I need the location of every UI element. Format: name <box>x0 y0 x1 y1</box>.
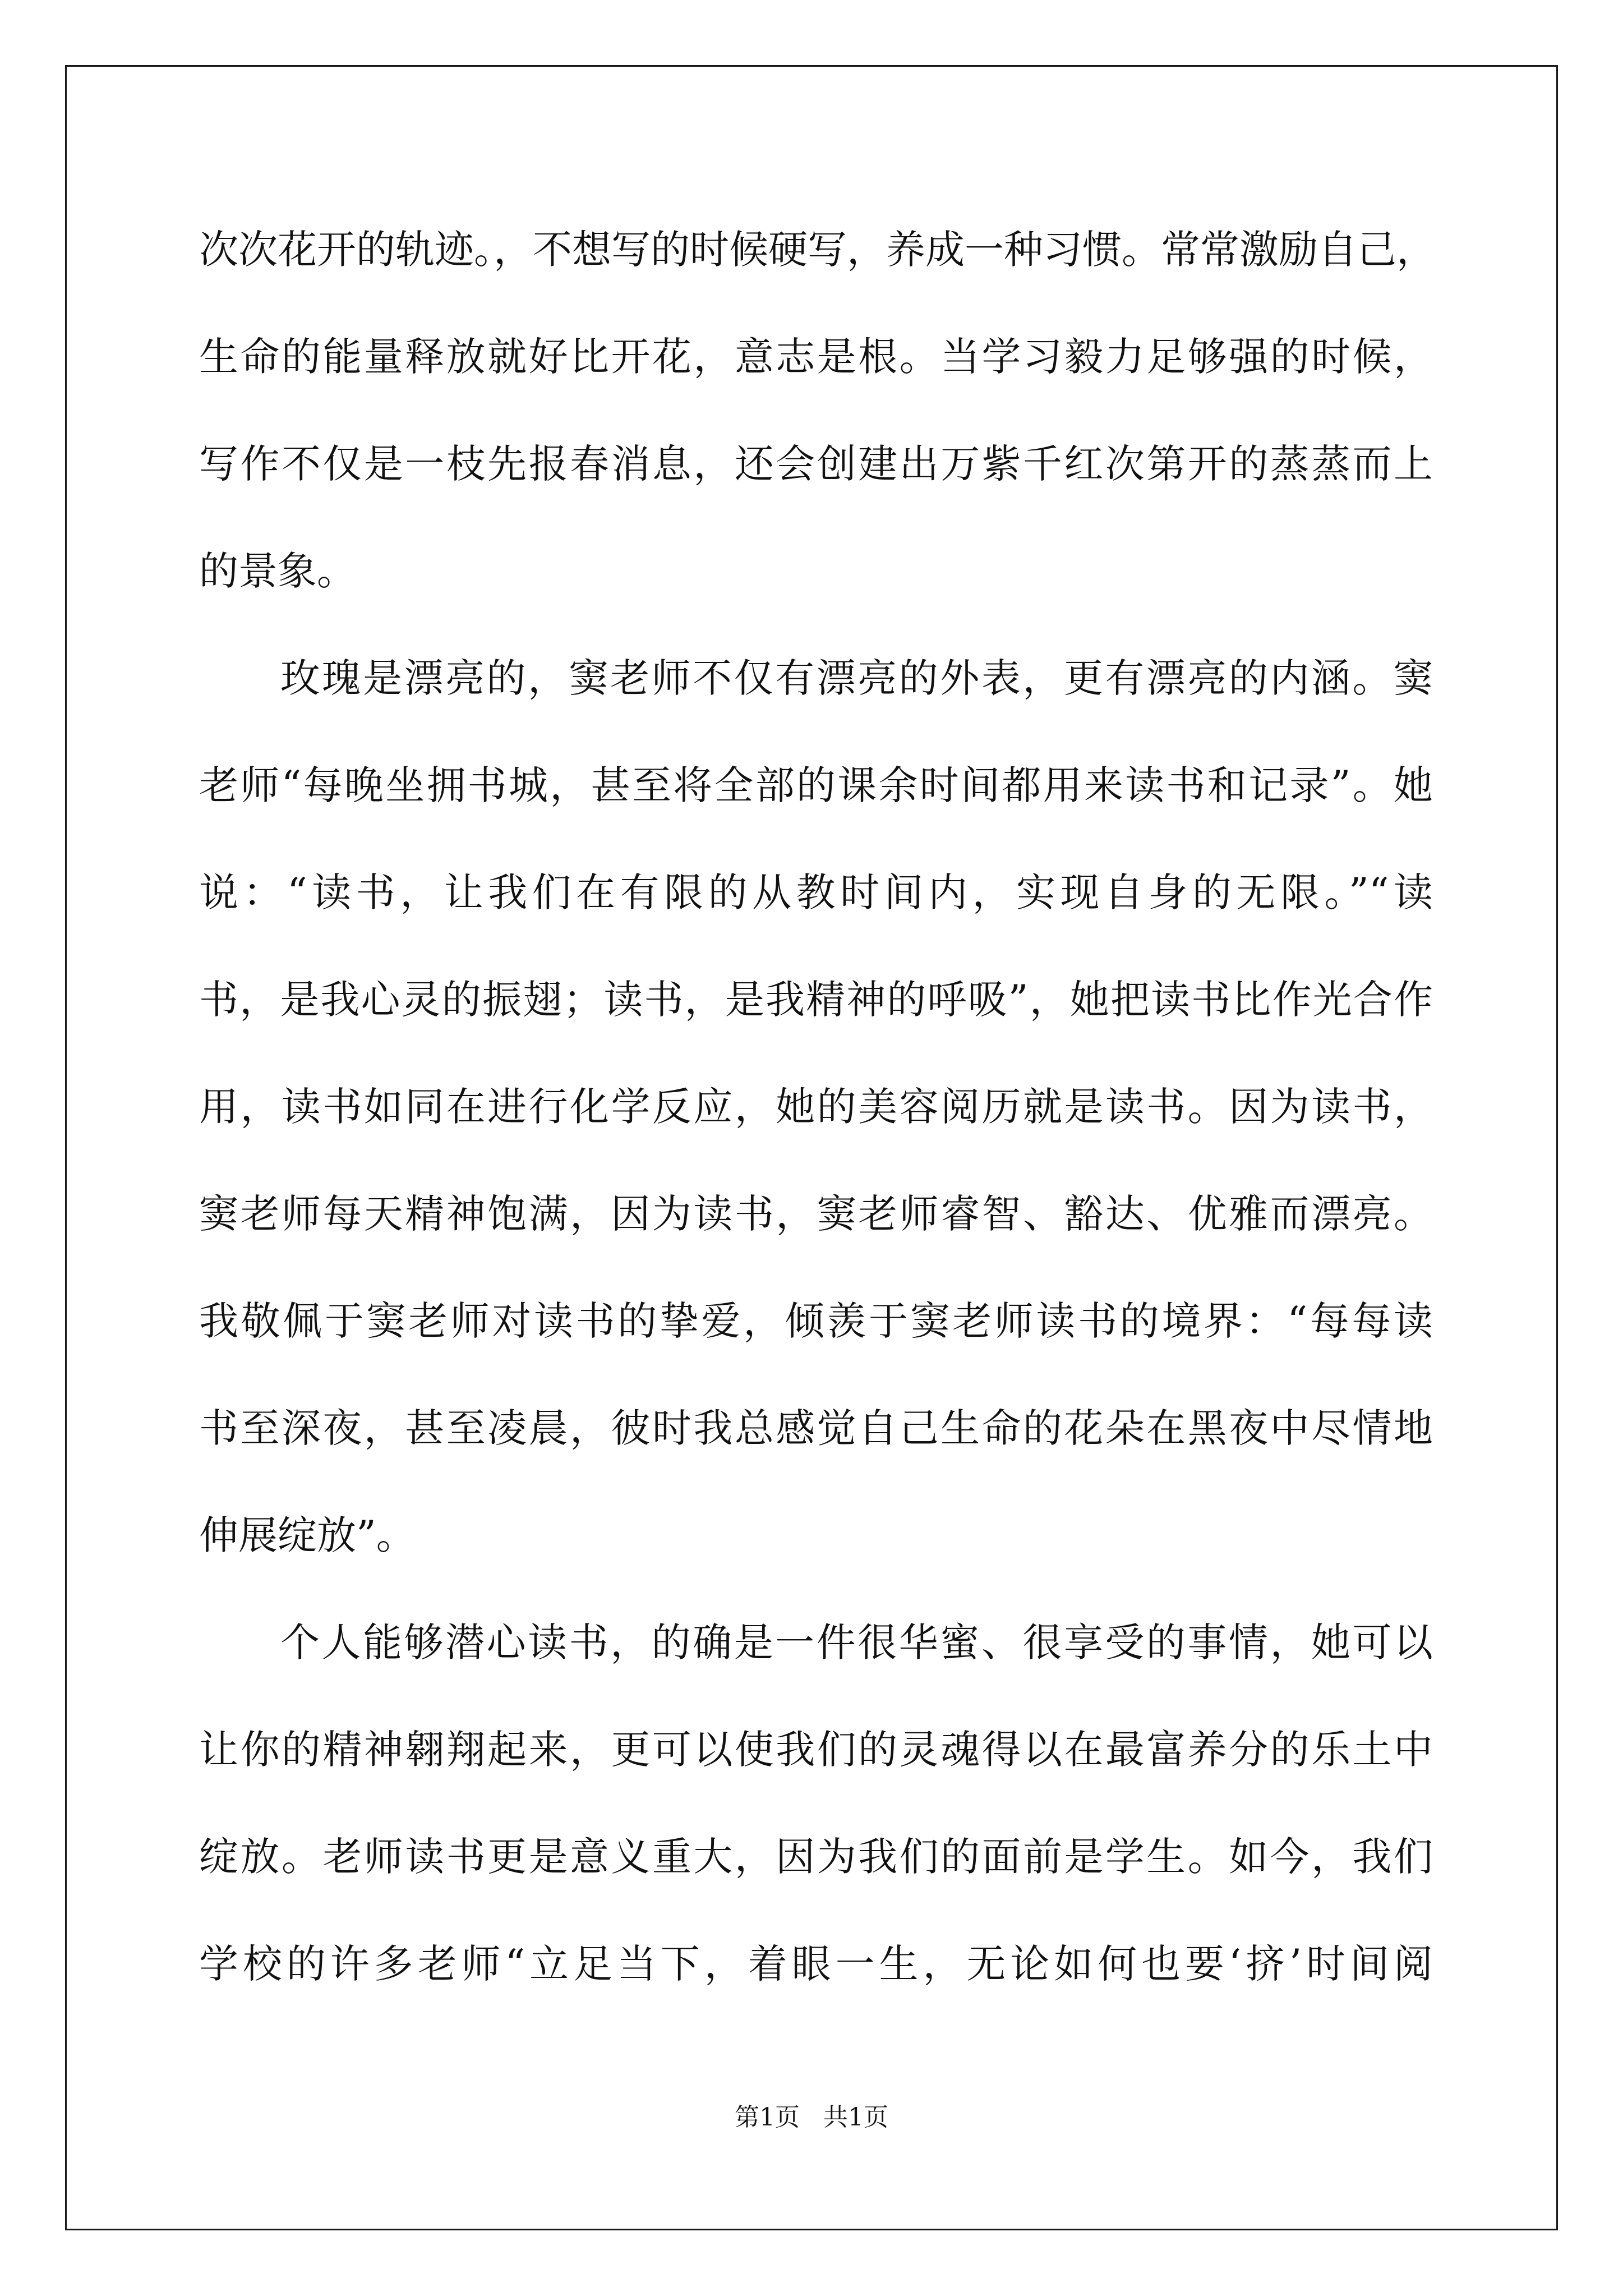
text-line: 的景象。 <box>199 548 356 594</box>
text-line: 用，读书如同在进行化学反应，她的美容阅历就是读书。因为读书， <box>199 1084 1433 1130</box>
text-line: 说：“读书，让我们在有限的从教时间内，实现自身的无限。”“读 <box>199 869 1433 915</box>
text-line: 玫瑰是漂亮的，窦老师不仅有漂亮的外表，更有漂亮的内涵。窦 <box>280 655 1433 701</box>
text-line: 写作不仅是一枝先报春消息，还会创建出万紫千红次第开的蒸蒸而上 <box>199 441 1433 487</box>
text-line: 学校的许多老师“立足当下，着眼一生，无论如何也要‘挤’时间阅 <box>199 1941 1433 1987</box>
text-line: 生命的能量释放就好比开花，意志是根。当学习毅力足够强的时候， <box>199 334 1433 380</box>
text-line: 书，是我心灵的振翅；读书，是我精神的呼吸”，她把读书比作光合作 <box>199 977 1433 1023</box>
text-line: 窦老师每天精神饱满，因为读书，窦老师睿智、豁达、优雅而漂亮。 <box>199 1191 1433 1237</box>
text-line: 我敬佩于窦老师对读书的挚爱，倾羡于窦老师读书的境界：“每每读 <box>199 1298 1433 1344</box>
page-number-footer: 第1页 共1页 <box>735 2103 888 2132</box>
text-line: 个人能够潜心读书，的确是一件很华蜜、很享受的事情，她可以 <box>280 1619 1433 1665</box>
text-line: 让你的精神翱翔起来，更可以使我们的灵魂得以在最富养分的乐土中 <box>199 1727 1433 1773</box>
text-line: 书至深夜，甚至凌晨，彼时我总感觉自己生命的花朵在黑夜中尽情地 <box>199 1405 1433 1451</box>
text-line: 次次花开的轨迹。，不想写的时候硬写，养成一种习惯。常常激励自己， <box>199 227 1436 273</box>
document-body <box>199 216 1436 2037</box>
text-line: 绽放。老师读书更是意义重大，因为我们的面前是学生。如今，我们 <box>199 1834 1433 1880</box>
text-line: 老师“每晚坐拥书城，甚至将全部的课余时间都用来读书和记录”。她 <box>199 762 1433 808</box>
text-line: 伸展绽放”。 <box>199 1512 416 1558</box>
